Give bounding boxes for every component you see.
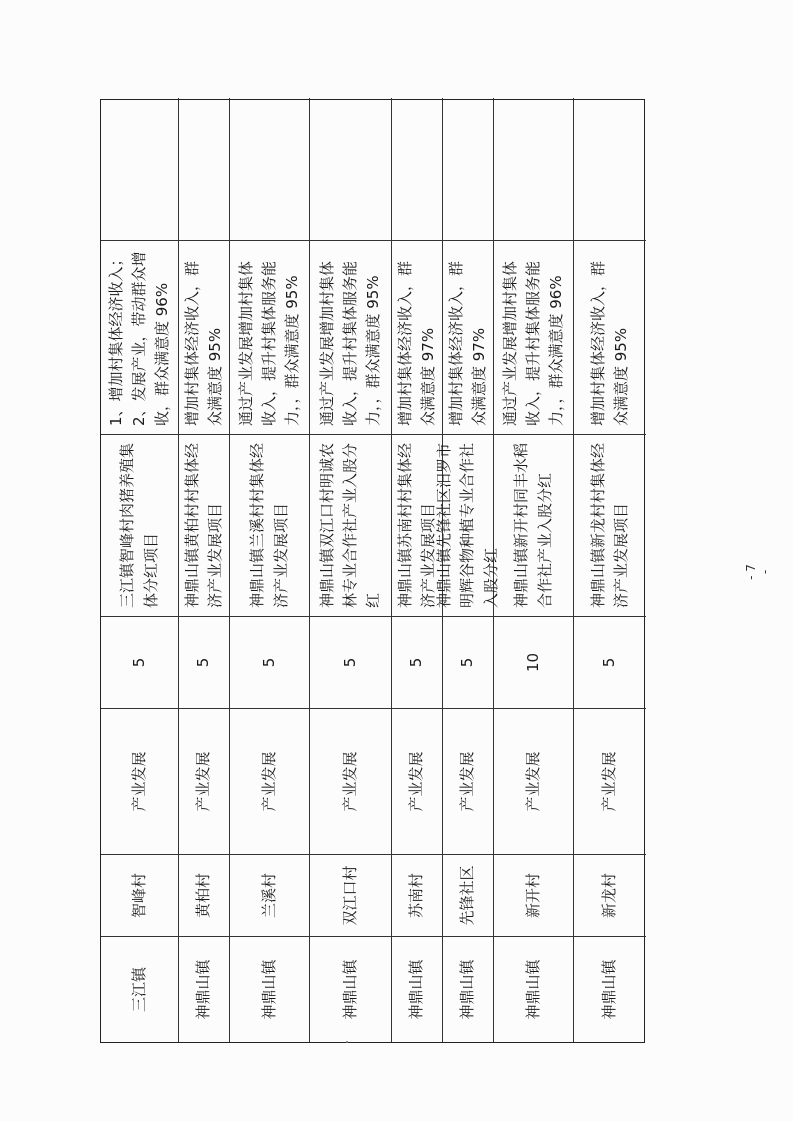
table-cell-town: 三江镇 [101, 936, 179, 1042]
table-cell-village: 苏南村 [392, 854, 443, 936]
table-cell-town: 神鼎山镇 [443, 936, 494, 1042]
table-cell-project: 神鼎山镇先锋社区汨罗市明辉谷物种植专业合作社入股分红 [443, 434, 494, 616]
table-cell-category: 产业发展 [494, 708, 574, 854]
table-cell-benefit: 增加村集体经济收入，群众满意度 97% [392, 240, 443, 434]
project-table [100, 99, 645, 1043]
table-cell-category: 产业发展 [101, 708, 179, 854]
page-number: - 7 - [744, 564, 772, 580]
table-cell-project: 神鼎山镇苏南村村集体经济产业发展项目 [392, 434, 443, 616]
table-cell-project: 神鼎山镇新龙村村集体经济产业发展项目 [574, 434, 646, 616]
table-cell-town: 神鼎山镇 [230, 936, 310, 1042]
table-cell-amount: 5 [574, 616, 646, 708]
table-cell-category: 产业发展 [230, 708, 310, 854]
table-cell-village: 先锋社区 [443, 854, 494, 936]
table-cell-remark [443, 98, 494, 240]
table-cell-amount: 5 [310, 616, 392, 708]
rotated-table-page [100, 99, 645, 1043]
table-cell-benefit: 增加村集体经济收入，群众满意度 95% [574, 240, 646, 434]
scan-speck [346, 1041, 348, 1043]
table-cell-town: 神鼎山镇 [574, 936, 646, 1042]
table-cell-remark [574, 98, 646, 240]
table-cell-remark [310, 98, 392, 240]
table-cell-project: 神鼎山镇兰溪村村集体经济产业发展项目 [230, 434, 310, 616]
table-cell-project: 神鼎山镇黄柏村村集体经济产业发展项目 [179, 434, 230, 616]
table-cell-remark [230, 98, 310, 240]
table-cell-benefit: 通过产业发展增加村集体收入，提升村集体服务能力，，群众满意度 95% [230, 240, 310, 434]
table-cell-benefit: 增加村集体经济收入，群众满意度 95% [179, 240, 230, 434]
table-cell-town: 神鼎山镇 [310, 936, 392, 1042]
table-cell-category: 产业发展 [574, 708, 646, 854]
table-cell-benefit: 通过产业发展增加村集体收入，提升村集体服务能力，，群众满意度 95% [310, 240, 392, 434]
table-cell-benefit: 通过产业发展增加村集体收入，提升村集体服务能力，，群众满意度 96% [494, 240, 574, 434]
table-cell-village: 新龙村 [574, 854, 646, 936]
table-cell-project: 三江镇智峰村肉猪养殖集体分红项目 [101, 434, 179, 616]
table-cell-amount: 5 [230, 616, 310, 708]
table-cell-village: 智峰村 [101, 854, 179, 936]
table-cell-amount: 10 [494, 616, 574, 708]
table-cell-project: 神鼎山镇双江口村明诚农林专业合作社产业入股分红 [310, 434, 392, 616]
table-cell-town: 神鼎山镇 [494, 936, 574, 1042]
table-cell-project: 神鼎山镇新开村同丰水稻合作社产业入股分红 [494, 434, 574, 616]
table-cell-village: 黄柏村 [179, 854, 230, 936]
table-cell-category: 产业发展 [310, 708, 392, 854]
table-cell-remark [179, 98, 230, 240]
table-cell-amount: 5 [101, 616, 179, 708]
table-cell-benefit: 1、增加村集体经济收入；2、发展产业，带动群众增收，群众满意度 96% [101, 240, 179, 434]
table-cell-category: 产业发展 [443, 708, 494, 854]
table-cell-category: 产业发展 [179, 708, 230, 854]
table-cell-town: 神鼎山镇 [392, 936, 443, 1042]
table-cell-benefit: 增加村集体经济收入，群众满意度 97% [443, 240, 494, 434]
table-cell-amount: 5 [179, 616, 230, 708]
table-cell-village: 新开村 [494, 854, 574, 936]
table-cell-amount: 5 [392, 616, 443, 708]
table-cell-category: 产业发展 [392, 708, 443, 854]
table-cell-amount: 5 [443, 616, 494, 708]
table-cell-village: 兰溪村 [230, 854, 310, 936]
table-cell-remark [101, 98, 179, 240]
table-cell-remark [494, 98, 574, 240]
table-cell-village: 双江口村 [310, 854, 392, 936]
table-cell-remark [392, 98, 443, 240]
table-cell-town: 神鼎山镇 [179, 936, 230, 1042]
